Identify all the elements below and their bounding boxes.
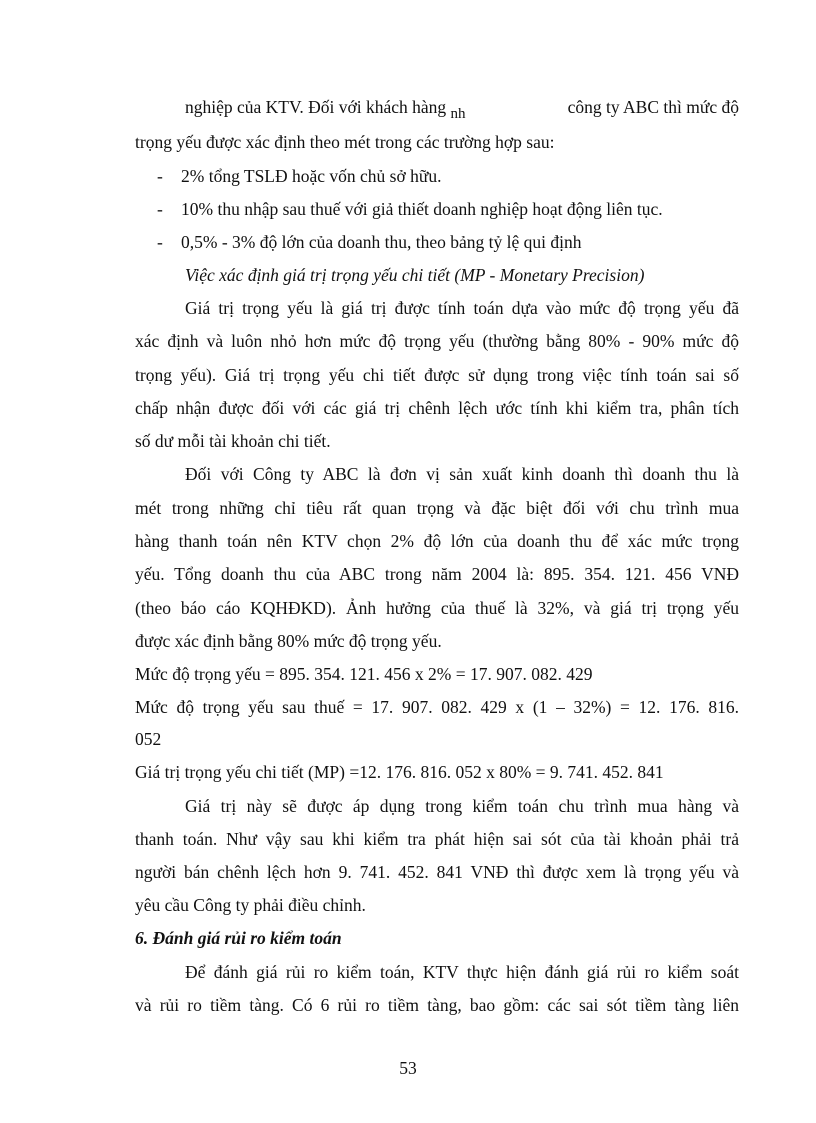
para-1-line-4: chấp nhận được đối với các giá trị chênh lệch ước tính khi kiểm tra, phân tích [135, 398, 739, 418]
para-1-line-5: số dư mỗi tài khoản chi tiết. [135, 431, 331, 451]
line-1-text-a: nghiệp của KTV. Đối với khách hàng [185, 97, 447, 117]
para-3-line-4: yêu cầu Công ty phải điều chỉnh. [135, 895, 366, 915]
formula-1: Mức độ trọng yếu = 895. 354. 121. 456 x 2% = 17. 907. 082. 429 [135, 664, 593, 684]
formula-2: Mức độ trọng yếu sau thuế = 17. 907. 082. 429 x (1 – 32%) = 12. 176. 816. [135, 697, 739, 717]
formula-2-cont: 052 [135, 729, 162, 749]
line-1-text-c: công ty ABC thì mức độ [567, 97, 739, 117]
formula-3: Giá trị trọng yếu chi tiết (MP) =12. 176. 816. 052 x 80% = 9. 741. 452. 841 [135, 762, 664, 782]
para-3-line-3: người bán chênh lệch hơn 9. 741. 452. 841 VNĐ thì được xem là trọng yếu và [135, 862, 739, 882]
para-2-line-2: mét trong những chỉ tiêu rất quan trọng và đặc biệt đối với chu trình mua [135, 498, 739, 518]
bullet-dash-2: - [157, 199, 163, 219]
subtitle-mp: Việc xác định giá trị trọng yếu chi tiết (MP - Monetary Precision) [185, 265, 645, 285]
line-1 [185, 96, 739, 120]
line-1-text-b: nh [450, 106, 466, 122]
bullet-2: 10% thu nhập sau thuế với giả thiết doanh nghiệp hoạt động liên tục. [181, 199, 663, 219]
para-2-line-5: (theo báo cáo KQHĐKD). Ảnh hưởng của thuế là 32%, và giá trị trọng yếu [135, 598, 739, 618]
bullet-1: 2% tổng TSLĐ hoặc vốn chủ sở hữu. [181, 166, 442, 186]
para-3-line-2: thanh toán. Như vậy sau khi kiểm tra phát hiện sai sót của tài khoản phải trả [135, 829, 739, 849]
para-2-line-6: được xác định bằng 80% mức độ trọng yếu. [135, 631, 442, 651]
para-2-line-1: Đối với Công ty ABC là đơn vị sản xuất kinh doanh thì doanh thu là [185, 464, 739, 484]
para-3-line-1: Giá trị này sẽ được áp dụng trong kiểm toán chu trình mua hàng và [185, 796, 739, 816]
para-1-line-1: Giá trị trọng yếu là giá trị được tính toán dựa vào mức độ trọng yếu đã [185, 298, 739, 318]
para-2-line-4: yếu. Tổng doanh thu của ABC trong năm 2004 là: 895. 354. 121. 456 VNĐ [135, 564, 739, 584]
para-4-line-1: Để đánh giá rủi ro kiểm toán, KTV thực hiện đánh giá rủi ro kiểm soát [185, 962, 739, 982]
para-4-line-2: và rủi ro tiềm tàng. Có 6 rủi ro tiềm tàng, bao gồm: các sai sót tiềm tàng liên [135, 995, 739, 1015]
para-1-line-2: xác định và luôn nhỏ hơn mức độ trọng yếu (thường bằng 80% - 90% mức độ [135, 331, 739, 351]
para-1-line-3: trọng yếu). Giá trị trọng yếu chi tiết được sử dụng trong việc tính toán sai số [135, 365, 739, 385]
line-2: trọng yếu được xác định theo mét trong các trường hợp sau: [135, 132, 555, 152]
section-heading-6: 6. Đánh giá rủi ro kiểm toán [135, 928, 342, 948]
bullet-dash-1: - [157, 166, 163, 186]
page-number: 53 [399, 1058, 417, 1078]
para-2-line-3: hàng thanh toán nên KTV chọn 2% độ lớn của doanh thu để xác mức trọng [135, 531, 739, 551]
bullet-3: 0,5% - 3% độ lớn của doanh thu, theo bảng tỷ lệ qui định [181, 232, 582, 252]
bullet-dash-3: - [157, 232, 163, 252]
